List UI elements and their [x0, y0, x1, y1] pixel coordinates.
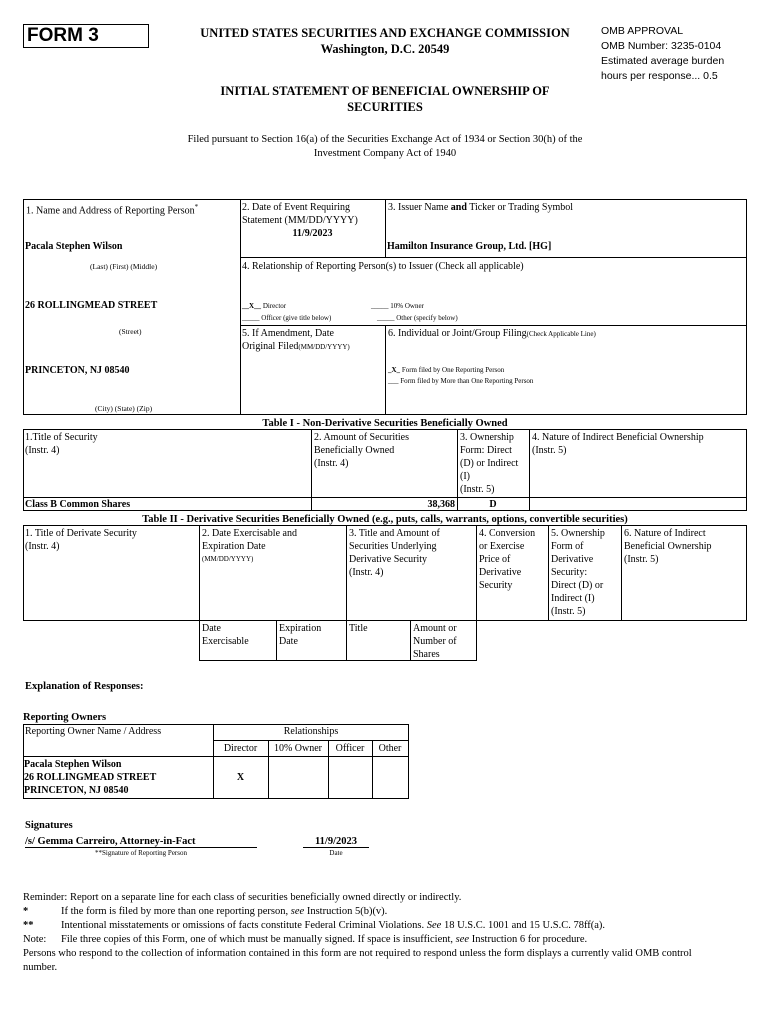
persons-notice-line1: Persons who respond to the collection of information contained in this form are not required to respond unless the form displays a currently valid OMB control — [23, 948, 692, 959]
t1-col4-line1: 4. Nature of Indirect Beneficial Ownership — [532, 432, 704, 443]
box2-label-line1: 2. Date of Event Requiring — [242, 202, 351, 213]
officer-mark: _____ — [242, 314, 260, 322]
t2-col1-line2: (Instr. 4) — [25, 541, 60, 552]
t2-col3-line2: Securities Underlying — [349, 541, 437, 552]
t1-col1-line1: 1.Title of Security — [25, 432, 98, 443]
grid-line — [621, 525, 622, 621]
owner-director-mark: X — [236, 772, 245, 783]
box3-label-pre: 3. Issuer Name — [388, 202, 451, 213]
table1-title: Table I - Non-Derivative Securities Beneficially Owned — [262, 418, 508, 429]
filing-option-one — [388, 366, 504, 374]
ten-percent-owner-option — [371, 302, 424, 310]
grid-line — [276, 620, 277, 661]
grid-line — [23, 525, 747, 526]
grid-line — [23, 620, 747, 621]
footer-notes — [23, 891, 753, 975]
signer-signature: /s/ Gemma Carreiro, Attorney-in-Fact — [25, 836, 196, 847]
footnote1-pre: If the form is filed by more than one reporting person, — [61, 906, 291, 917]
t2-col3-line3: Derivative Security — [349, 554, 428, 565]
owners-col-name: Reporting Owner Name / Address — [25, 726, 162, 737]
persons-notice-line2: number. — [23, 962, 58, 973]
t1-col3-line5: (Instr. 5) — [460, 484, 495, 495]
date-line — [303, 847, 369, 848]
owner-street: 26 ROLLINGMEAD STREET — [24, 772, 157, 783]
t2-col2-header — [202, 527, 297, 566]
reporting-person-street: 26 ROLLINGMEAD STREET — [25, 300, 158, 311]
filing-option-multiple-text: Form filed by More than One Reporting Person — [398, 377, 534, 385]
filed-pursuant — [100, 133, 670, 161]
footnote3-pre: File three copies of this Form, one of which must be manually signed. If space is insufficient, — [61, 934, 456, 945]
other-option — [377, 314, 458, 322]
grid-line — [23, 199, 24, 415]
box2-label-line2: Statement (MM/DD/YYYY) — [242, 215, 358, 226]
box5-label-line2-text: Original Filed — [242, 341, 299, 352]
owner-name: Pacala Stephen Wilson — [24, 759, 122, 770]
grid-line — [213, 740, 409, 741]
t1-amount: 38,368 — [427, 499, 455, 510]
t2-col4-line4: Derivative — [479, 567, 522, 578]
agency-name: UNITED STATES SECURITIES AND EXCHANGE COMMISSION — [200, 26, 570, 40]
explanation-heading: Explanation of Responses: — [25, 681, 144, 692]
owner-address-cell — [24, 758, 156, 797]
signature-hint: **Signature of Reporting Person — [95, 849, 187, 857]
other-text: Other (specify below) — [394, 314, 458, 322]
street-hint: (Street) — [119, 327, 142, 336]
form-title-line1: INITIAL STATEMENT OF BENEFICIAL OWNERSHIP OF — [220, 84, 550, 98]
filing-option-multiple — [388, 377, 533, 385]
event-date: 11/9/2023 — [292, 228, 333, 239]
box1-star: * — [194, 203, 199, 211]
t1-col3-header — [460, 431, 518, 496]
box3-label — [388, 201, 573, 214]
grid-line — [529, 429, 530, 511]
footnote-note — [23, 933, 753, 947]
grid-line — [23, 429, 24, 511]
t2-col4-line1: 4. Conversion — [479, 528, 536, 539]
footnote-star-mark: * — [23, 906, 29, 917]
t1-col3-line3: (D) or Indirect — [460, 458, 519, 469]
signature-date: 11/9/2023 — [314, 836, 357, 847]
footnote3-post: Instruction 6 for procedure. — [469, 934, 588, 945]
t2-sub-amt-line1: Amount or — [413, 623, 457, 634]
reminder: Reminder: Report on a separate line for each class of securities beneficially owned directly or indirectly. — [23, 892, 462, 903]
city-hint: (City) (State) (Zip) — [95, 404, 153, 413]
signature-line — [25, 847, 257, 848]
owner-city: PRINCETON, NJ 08540 — [24, 785, 129, 796]
t2-col1-line1: 1. Title of Derivate Security — [25, 528, 137, 539]
t2-col5-line5: Direct (D) or — [551, 580, 604, 591]
t1-col1-header — [25, 431, 98, 457]
t2-col4-line2: or Exercise — [479, 541, 525, 552]
form-title-line2: SECURITIES — [347, 100, 423, 114]
owners-col-director: Director — [223, 743, 258, 754]
director-mark: __X__ — [242, 302, 262, 310]
footnote2-post: 18 U.S.C. 1001 and 15 U.S.C. 78ff(a). — [441, 920, 606, 931]
table2-title: Table II - Derivative Securities Beneficially Owned (e.g., puts, calls, warrants, options, convertible securities) — [142, 514, 628, 525]
t2-sub-date-exercisable — [202, 622, 249, 648]
t2-col3-header — [349, 527, 440, 579]
box1-label — [26, 201, 198, 217]
reporting-person-name: Pacala Stephen Wilson — [25, 241, 123, 252]
t2-col3-line1: 3. Title and Amount of — [349, 528, 440, 539]
grid-line — [199, 525, 200, 661]
t1-col2-line1: 2. Amount of Securities — [314, 432, 409, 443]
t2-col2-line3: (MM/DD/YYYY) — [202, 555, 254, 563]
t2-col5-line6: Indirect (I) — [551, 593, 595, 604]
owners-col-officer: Officer — [335, 743, 365, 754]
box5-date-format: (MM/DD/YYYY) — [298, 343, 350, 351]
box2-label — [242, 201, 358, 227]
grid-line — [23, 525, 24, 621]
grid-line — [476, 525, 477, 661]
t2-sub-expiration-date — [279, 622, 321, 648]
t2-col6-line1: 6. Nature of Indirect — [624, 528, 706, 539]
t2-col6-line3: (Instr. 5) — [624, 554, 659, 565]
reporting-owners-title: Reporting Owners — [23, 712, 107, 723]
t1-col1-line2: (Instr. 4) — [25, 445, 60, 456]
grid-line — [385, 325, 386, 415]
grid-line — [240, 325, 747, 326]
t2-col2-line1: 2. Date Exercisable and — [202, 528, 297, 539]
footnote-double-star-mark: ** — [23, 920, 34, 931]
box5-label-line1: 5. If Amendment, Date — [242, 328, 334, 339]
grid-line — [23, 429, 747, 430]
officer-text: Officer (give title below) — [259, 314, 332, 322]
footnote-single-star — [23, 905, 753, 919]
officer-option — [242, 314, 331, 322]
owners-col-ten-percent: 10% Owner — [273, 743, 323, 754]
t1-col4-header — [532, 431, 704, 457]
filing-option-multiple-mark: ___ — [388, 377, 399, 385]
grid-line — [746, 525, 747, 621]
t2-col3-line4: (Instr. 4) — [349, 567, 384, 578]
t1-col2-line3: (Instr. 4) — [314, 458, 349, 469]
t2-col5-line7: (Instr. 5) — [551, 606, 586, 617]
owner-mark: _____ — [371, 302, 389, 310]
grid-line — [346, 525, 347, 661]
owner-text: 10% Owner — [388, 302, 424, 310]
t2-col5-line1: 5. Ownership — [551, 528, 605, 539]
grid-line — [746, 199, 747, 415]
footnote1-post: Instruction 5(b)(v). — [304, 906, 388, 917]
t2-sub-amt-line3: Shares — [413, 649, 440, 660]
t1-col4-line2: (Instr. 5) — [532, 445, 567, 456]
t2-sub-date-line2: Exercisable — [202, 636, 249, 647]
form-title — [150, 83, 620, 115]
grid-line — [746, 429, 747, 511]
box5-label-line2 — [242, 340, 350, 354]
t2-col6-header — [624, 527, 711, 566]
footnote2-see: See — [426, 920, 442, 931]
omb-number: OMB Number: 3235-0104 — [601, 40, 722, 52]
director-option — [242, 302, 286, 310]
agency-heading — [170, 25, 600, 57]
filed-pursuant-line2: Investment Company Act of 1940 — [313, 148, 457, 159]
filing-option-one-text: Form filed by One Reporting Person — [400, 366, 505, 374]
issuer-name: Hamilton Insurance Group, Ltd. [HG] — [387, 241, 552, 252]
t1-col3-line1: 3. Ownership — [460, 432, 514, 443]
name-hint: (Last) (First) (Middle) — [90, 262, 158, 271]
footnote3-see: see — [455, 934, 470, 945]
box3-label-post: Ticker or Trading Symbol — [466, 202, 574, 213]
date-hint: Date — [329, 849, 343, 857]
grid-line — [385, 199, 386, 257]
box6-label-text: 6. Individual or Joint/Group Filing — [388, 328, 527, 339]
form-number: FORM 3 — [27, 25, 99, 46]
grid-line — [23, 798, 409, 799]
grid-line — [240, 257, 747, 258]
reporting-person-city: PRINCETON, NJ 08540 — [25, 365, 130, 376]
t2-sub-amt-line2: Number of — [413, 636, 457, 647]
other-mark: _____ — [377, 314, 395, 322]
box3-label-and: and — [450, 202, 467, 213]
footnote-note-mark: Note: — [23, 934, 47, 945]
t1-col2-header — [314, 431, 409, 470]
director-text: Director — [261, 302, 287, 310]
owners-col-relationships: Relationships — [283, 726, 339, 737]
t2-sub-title: Title — [349, 623, 368, 634]
t2-col5-header — [551, 527, 605, 618]
box1-label-text: 1. Name and Address of Reporting Person — [26, 205, 195, 217]
t1-col2-line2: Beneficially Owned — [314, 445, 395, 456]
t1-col3-line4: (I) — [460, 471, 470, 482]
t2-col5-line4: Security: — [551, 567, 588, 578]
box5-label — [242, 327, 350, 354]
grid-line — [548, 525, 549, 621]
omb-burden-line1: Estimated average burden — [601, 55, 725, 67]
t2-sub-exp-line2: Date — [279, 636, 298, 647]
t2-col5-line3: Derivative — [551, 554, 594, 565]
t2-col4-header — [479, 527, 535, 592]
t2-sub-amount — [413, 622, 457, 661]
owners-col-other: Other — [378, 743, 402, 754]
t2-col1-header — [25, 527, 137, 553]
omb-approval-box — [601, 24, 724, 84]
t2-col6-line2: Beneficial Ownership — [624, 541, 712, 552]
grid-line — [410, 620, 411, 661]
signatures-title: Signatures — [25, 820, 73, 831]
t1-security-title: Class B Common Shares — [25, 499, 131, 510]
filing-option-one-mark: _X_ — [388, 366, 401, 374]
form-number-box — [23, 24, 149, 48]
box4-label: 4. Relationship of Reporting Person(s) to Issuer (Check all applicable) — [242, 261, 524, 272]
omb-title: OMB APPROVAL — [601, 25, 684, 37]
omb-burden-line2: hours per response... 0.5 — [601, 70, 718, 82]
t2-col5-line2: Form of — [551, 541, 584, 552]
box6-label — [388, 327, 596, 341]
agency-city: Washington, D.C. 20549 — [320, 42, 450, 56]
filed-pursuant-line1: Filed pursuant to Section 16(a) of the Securities Exchange Act of 1934 or Section 30(h) of the — [187, 134, 583, 145]
t2-sub-date-line1: Date — [202, 623, 221, 634]
t2-col4-line3: Price of — [479, 554, 511, 565]
t2-sub-exp-line1: Expiration — [279, 623, 322, 634]
footnote-double-star — [23, 919, 753, 933]
footnote1-see: see — [290, 906, 305, 917]
t1-ownership-form: D — [489, 499, 497, 510]
t2-col4-line5: Security — [479, 580, 513, 591]
box6-label-small: (Check Applicable Line) — [526, 330, 596, 338]
footnote2-pre: Intentional misstatements or omissions of facts constitute Federal Criminal Violations. — [61, 920, 427, 931]
t2-col2-line2: Expiration Date — [202, 541, 266, 552]
t1-col3-line2: Form: Direct — [460, 445, 512, 456]
grid-line — [23, 756, 409, 757]
